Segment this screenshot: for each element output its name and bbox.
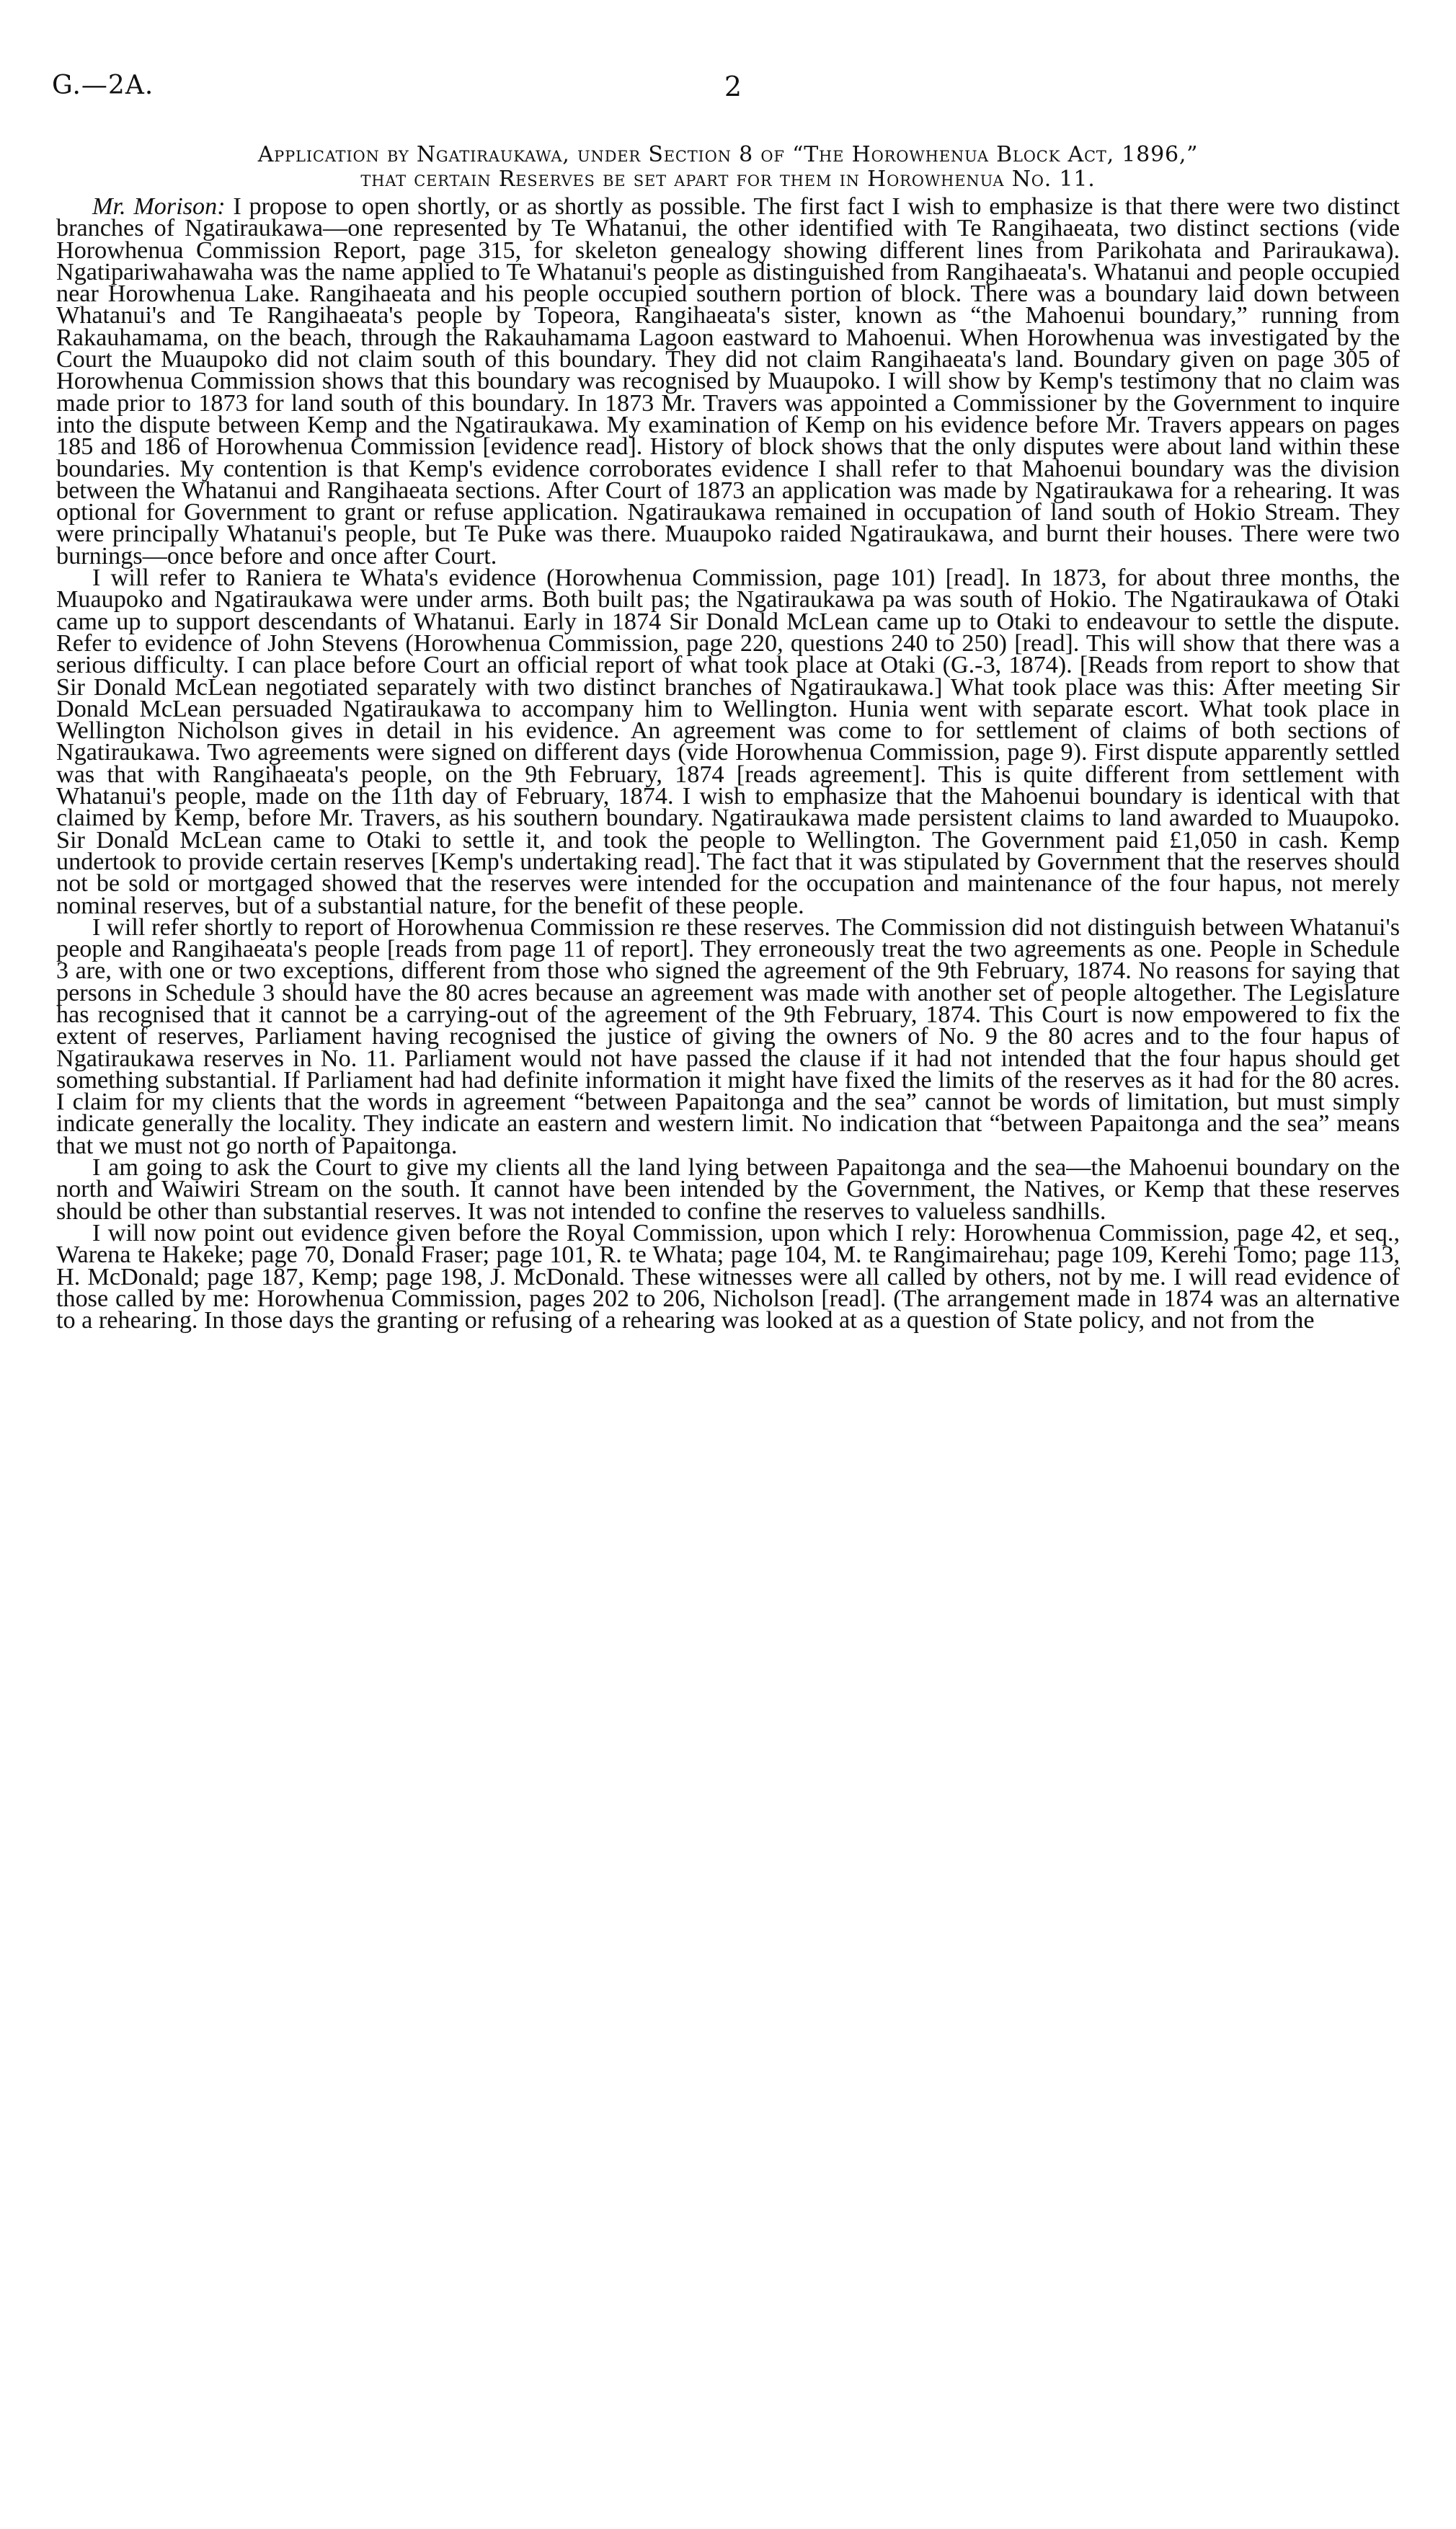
paragraph-3: I will refer shortly to report of Horowhenua Commission re these reserves. The Commission did not distinguish between Whatanui's people and Rangihaeata's people [reads from page 11 of report]. They erroneously treat the two agreements as one. People in Schedule 3 are, with one or two exceptions, different from those who signed the agreement of the 9th February, 1874. No reasons for saying that persons in Schedule 3 should have the 80 acres because an agreement was made with another set of people altogether. The Legislature has recognised that it cannot be a carrying-out of the agreement of the 9th February, 1874. This Court is now empowered to fix the extent of reserves, Parliament having recognised the justice of giving the owners of No. 9 the 80 acres and to the four hapus of Ngatiraukawa reserves in No. 11. Parliament would not have passed the clause if it had not intended that the four hapus should get something substantial. If Parliament had had definite information it might have fixed the limits of the reserves as it had for the 80 acres. I claim for my clients that the words in agreement “between Papaitonga and the sea” cannot be words of limitation, but must simply indicate generally the locality. They indicate an eastern and western limit. No indication that “between Papaitonga and the sea” means that we must not go north of Papaitonga. [56,913,1400,1159]
document-reference: G.—2A. [52,71,154,100]
paragraph-1 [56,193,1400,570]
paragraph-2: I will refer to Raniera te Whata's evidence (Horowhenua Commission, page 101) [read]. In 1873, for about three months, the Muaupoko and Ngatiraukawa were under arms. Both built pas; the Ngatiraukawa pa was south of Hokio. The Ngatiraukawa of Otaki came up to support descendants of Whatanui. Early in 1874 Sir Donald McLean came up to Otaki to endeavour to settle the dispute. Refer to evidence of John Stevens (Horowhenua Commission, page 220, questions 240 to 250) [read]. This will show that there was a serious difficulty. I can place before Court an official report of what took place at Otaki (G.-3, 1874). [Reads from report to show that Sir Donald McLean negotiated separately with two distinct branches of Ngatiraukawa.] What took place was this: After meeting Sir Donald McLean persuaded Ngatiraukawa to accompany him to Wellington. Hunia went with separate escort. What took place in Wellington Nicholson gives in detail in his evidence. An agreement was come to for settlement of claims of both sections of Ngatiraukawa. Two agreements were signed on different days (vide Horowhenua Commission, page 9). First dispute apparently settled was that with Rangihaeata's people, on the 9th February, 1874 [reads agreement]. This is quite different from settlement with Whatanui's people, made on the 11th day of February, 1874. I wish to emphasize that the Mahoenui boundary is identical with that claimed by Kemp, before Mr. Travers, as his southern boundary. Ngatiraukawa made persistent claims to land awarded to Muaupoko. Sir Donald McLean came to Otaki to settle it, and took the people to Wellington. The Government paid £1,050 in cash. Kemp undertook to provide certain reserves [Kemp's undertaking read]. The fact that it was stipulated by Government that the reserves should not be sold or mortgaged showed that the reserves were intended for the occupation and maintenance of the four hapus, not merely nominal reserves, but of a substantial nature, for the benefit of these people. [56,564,1400,919]
paragraph-1-text: I propose to open shortly, or as shortly as possible. The first fact I wish to emphasize is that there were two distinct branches of Ngatiraukawa—one represented by Te Whatanui, the other identified with Te Rangihaeata, two distinct sections (vide Horowhenua Commission Report, page 315, for skeleton genealogy showing different lines from Parikohata and Pariraukawa). Ngatipariwahawaha was the name applied to Te Whatanui's people as distinguished from Rangihaeata's. Whatanui and people occupied near Horowhenua Lake. Rangihaeata and his people occupied southern portion of block. There was a boundary laid down between Whatanui's and Te Rangihaeata's people by Topeora, Rangihaeata's sister, known as “the Mahoenui boundary,” running from Rakauhamama, on the beach, through the Rakauhamama Lagoon eastward to Mahoenui. When Horowhenua was investigated by the Court the Muaupoko did not claim south of this boundary. They did not claim Rangihaeata's land. Boundary given on page 305 of Horowhenua Commission shows that this boundary was recognised by Muaupoko. I will show by Kemp's testimony that no claim was made prior to 1873 for land south of this boundary. In 1873 Mr. Travers was appointed a Commissioner by the Government to inquire into the dispute between Kemp and the Ngatiraukawa. My examination of Kemp on his evidence before Mr. Travers appears on pages 185 and 186 of Horowhenua Commission [evidence read]. History of block shows that the only disputes were about land within these boundaries. My contention is that Kemp's evidence corroborates evidence I shall refer to that Mahoenui boundary was the division between the Whatanui and Rangihaeata sections. After Court of 1873 an application was made by Ngatiraukawa for a rehearing. It was optional for Government to grant or refuse application. Ngatiraukawa remained in occupation of land south of Hokio Stream. They were principally Whatanui's people, but Te Puke was there. Muaupoko raided Ngatiraukawa, and burnt their houses. There were two burnings—once before and once after Court. [56,193,1400,570]
speech-body [56,193,1400,1334]
paragraph-5: I will now point out evidence given before the Royal Commission, upon which I rely: Horowhenua Commission, page 42, et seq., Warena te Hakeke; page 70, Donald Fraser; page 101, R. te Whata; page 104, M. te Rangimairehau; page 109, Kerehi Tomo; page 113, H. McDonald; page 187, Kemp; page 198, J. McDonald. These witnesses were all called by others, not by me. I will read evidence of those called by me: Horowhenua Commission, pages 202 to 206, Nicholson [read]. (The arrangement made in 1874 was an alternative to a rehearing. In those days the granting or refusing of a rehearing was looked at as a question of State policy, and not from the [56,1219,1400,1334]
speaker-name: Mr. Morison: [92,193,226,220]
section-title-line-1: Application by Ngatiraukawa, under Section 8 of “The Horowhenua Block Act, 1896,” [257,142,1199,167]
running-header [52,71,1414,114]
section-title-line-2: that certain Reserves be set apart for them in Horowhenua No. 11. [360,167,1096,192]
section-title [58,143,1398,192]
paragraph-4: I am going to ask the Court to give my clients all the land lying between Papaitonga and the sea—the Mahoenui boundary on the north and Waiwiri Stream on the south. It cannot have been intended by the Government, the Natives, or Kemp that these reserves should be other than substantial reserves. It was not intended to confine the reserves to valueless sandhills. [56,1154,1400,1225]
page-number: 2 [724,71,742,102]
